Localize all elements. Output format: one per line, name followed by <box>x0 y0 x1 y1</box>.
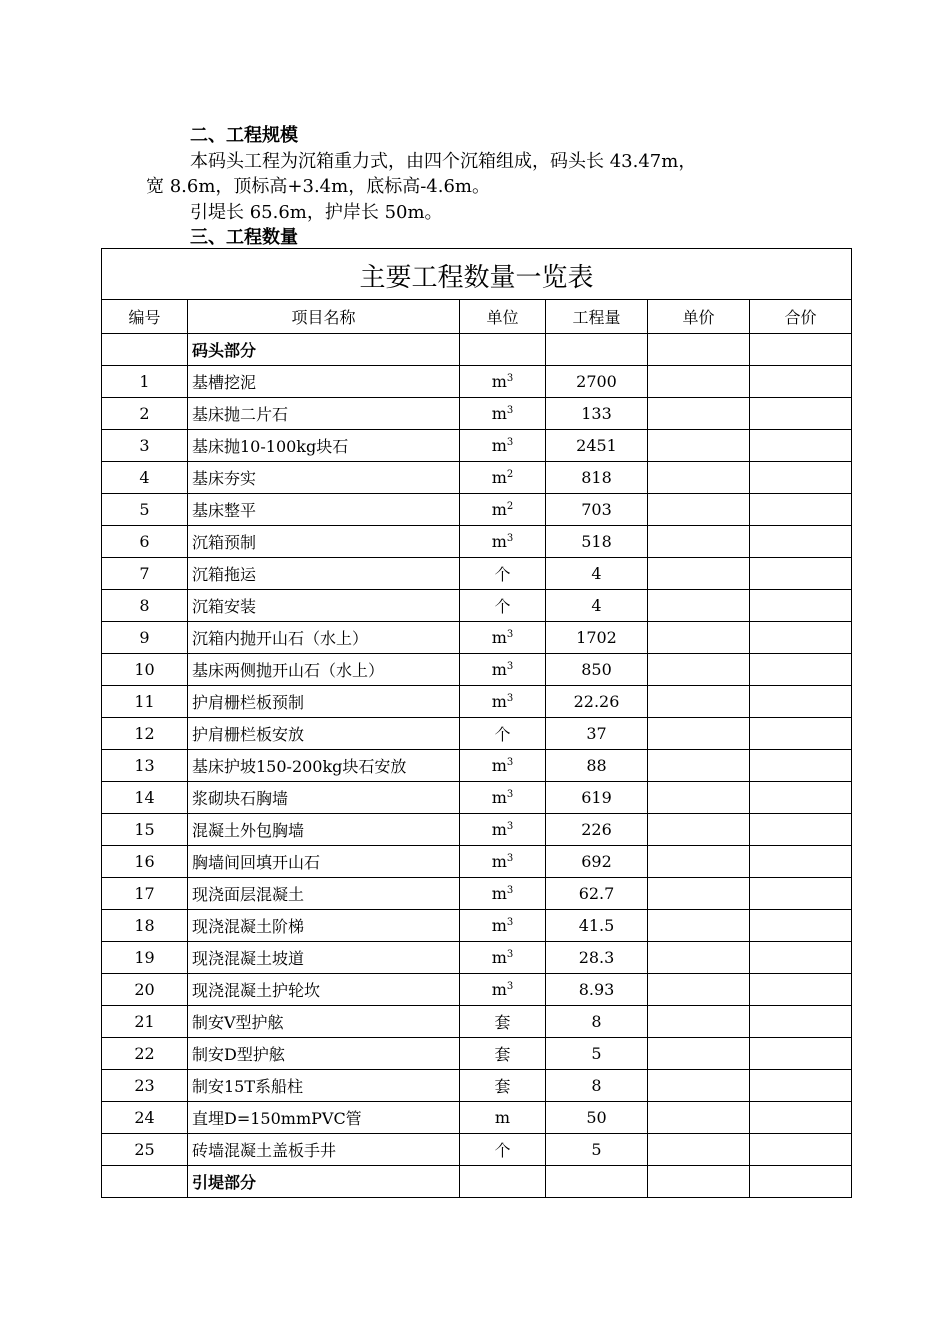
row-total-price <box>750 878 852 910</box>
row-total-price <box>750 398 852 430</box>
unit-text: m <box>491 404 507 423</box>
row-item-name: 浆砌块石胸墙 <box>188 782 460 814</box>
row-unit-price <box>648 366 750 398</box>
table-row <box>102 494 852 526</box>
row-total-price <box>750 590 852 622</box>
row-unit-price <box>648 1134 750 1166</box>
table-row <box>102 878 852 910</box>
row-unit <box>460 878 546 910</box>
unit-exponent: 3 <box>506 373 514 384</box>
row-unit-price <box>648 942 750 974</box>
row-unit-price <box>648 494 750 526</box>
row-total-price <box>750 1070 852 1102</box>
row-unit-price <box>648 846 750 878</box>
row-unit-price <box>648 654 750 686</box>
row-unit <box>460 430 546 462</box>
unit-text: m <box>491 852 507 871</box>
row-unit-price <box>648 622 750 654</box>
row-item-name: 护肩栅栏板安放 <box>188 718 460 750</box>
row-no: 16 <box>102 846 188 878</box>
table-row <box>102 846 852 878</box>
section-empty-cell <box>546 1166 648 1198</box>
row-item-name: 现浇面层混凝土 <box>188 878 460 910</box>
row-no: 14 <box>102 782 188 814</box>
row-unit-price <box>648 910 750 942</box>
unit-exponent: 3 <box>506 693 514 704</box>
row-unit-price <box>648 430 750 462</box>
row-quantity: 5 <box>546 1038 648 1070</box>
section-empty-cell <box>648 1166 750 1198</box>
row-item-name: 基床抛10-100kg块石 <box>188 430 460 462</box>
row-quantity: 8.93 <box>546 974 648 1006</box>
unit-text: m <box>491 980 507 999</box>
row-unit-price <box>648 1070 750 1102</box>
row-item-name: 沉箱拖运 <box>188 558 460 590</box>
row-unit-price <box>648 590 750 622</box>
paragraph-scale-line-2: 宽 8.6m，顶标高+3.4m，底标高-4.6m。 <box>146 176 490 197</box>
section-empty-cell <box>546 334 648 366</box>
row-no: 7 <box>102 558 188 590</box>
row-unit-price <box>648 526 750 558</box>
row-quantity: 2700 <box>546 366 648 398</box>
row-no: 18 <box>102 910 188 942</box>
row-no: 12 <box>102 718 188 750</box>
row-total-price <box>750 942 852 974</box>
row-unit <box>460 526 546 558</box>
row-unit <box>460 1070 546 1102</box>
row-total-price <box>750 558 852 590</box>
row-no: 15 <box>102 814 188 846</box>
row-unit <box>460 782 546 814</box>
row-quantity: 703 <box>546 494 648 526</box>
table-row <box>102 910 852 942</box>
row-item-name: 沉箱内抛开山石（水上） <box>188 622 460 654</box>
row-total-price <box>750 1102 852 1134</box>
table-row <box>102 1134 852 1166</box>
row-unit-price <box>648 1006 750 1038</box>
table-header-row <box>102 300 852 334</box>
row-no: 9 <box>102 622 188 654</box>
section-heading-quantity: 三、工程数量 <box>190 227 298 248</box>
row-no: 25 <box>102 1134 188 1166</box>
row-item-name: 制安D型护舷 <box>188 1038 460 1070</box>
section-no-cell <box>102 1166 188 1198</box>
row-item-name: 基床夯实 <box>188 462 460 494</box>
row-total-price <box>750 462 852 494</box>
table-row <box>102 430 852 462</box>
table-row <box>102 558 852 590</box>
row-unit-price <box>648 878 750 910</box>
unit-text: m <box>491 756 507 775</box>
row-quantity: 28.3 <box>546 942 648 974</box>
table-row <box>102 1070 852 1102</box>
row-unit <box>460 590 546 622</box>
unit-exponent: 3 <box>506 949 514 960</box>
row-quantity: 133 <box>546 398 648 430</box>
section-empty-cell <box>648 334 750 366</box>
unit-text: m <box>491 884 507 903</box>
row-unit-price <box>648 718 750 750</box>
table-row <box>102 366 852 398</box>
row-no: 21 <box>102 1006 188 1038</box>
section-heading-scale: 二、工程规模 <box>190 125 298 146</box>
row-unit-price <box>648 974 750 1006</box>
row-unit-price <box>648 1102 750 1134</box>
row-total-price <box>750 814 852 846</box>
row-total-price <box>750 910 852 942</box>
unit-text: m <box>491 468 507 487</box>
row-unit-price <box>648 782 750 814</box>
row-quantity: 8 <box>546 1006 648 1038</box>
table-row <box>102 622 852 654</box>
table-row <box>102 1006 852 1038</box>
row-quantity: 226 <box>546 814 648 846</box>
unit-text: 套 <box>494 1077 511 1096</box>
row-item-name: 基床护坡150-200kg块石安放 <box>188 750 460 782</box>
paragraph-scale-line-1: 本码头工程为沉箱重力式，由四个沉箱组成，码头长 43.47m， <box>190 151 697 172</box>
unit-text: m <box>494 1108 511 1127</box>
row-unit-price <box>648 814 750 846</box>
row-quantity: 850 <box>546 654 648 686</box>
unit-exponent: 3 <box>506 789 514 800</box>
row-quantity: 518 <box>546 526 648 558</box>
unit-text: m <box>491 788 507 807</box>
unit-text: 个 <box>494 1141 511 1160</box>
row-unit <box>460 558 546 590</box>
row-unit <box>460 398 546 430</box>
row-unit <box>460 718 546 750</box>
header-no: 编号 <box>102 300 188 334</box>
row-quantity: 62.7 <box>546 878 648 910</box>
table-row <box>102 718 852 750</box>
unit-text: 个 <box>494 597 511 616</box>
row-quantity: 619 <box>546 782 648 814</box>
row-unit <box>460 494 546 526</box>
row-item-name: 现浇混凝土坡道 <box>188 942 460 974</box>
row-unit-price <box>648 750 750 782</box>
row-quantity: 5 <box>546 1134 648 1166</box>
unit-exponent: 3 <box>506 917 514 928</box>
row-no: 2 <box>102 398 188 430</box>
section-label-embankment: 引堤部分 <box>188 1166 460 1198</box>
unit-text: m <box>491 820 507 839</box>
quantity-table <box>101 248 852 1198</box>
unit-text: m <box>491 628 507 647</box>
table-row <box>102 1102 852 1134</box>
row-no: 6 <box>102 526 188 558</box>
unit-text: m <box>491 500 507 519</box>
row-no: 22 <box>102 1038 188 1070</box>
row-item-name: 砖墙混凝土盖板手井 <box>188 1134 460 1166</box>
row-no: 13 <box>102 750 188 782</box>
unit-exponent: 3 <box>506 821 514 832</box>
row-quantity: 692 <box>546 846 648 878</box>
header-quantity: 工程量 <box>546 300 648 334</box>
row-unit <box>460 1038 546 1070</box>
section-row <box>102 334 852 366</box>
row-no: 20 <box>102 974 188 1006</box>
row-no: 1 <box>102 366 188 398</box>
row-item-name: 直埋D=150mmPVC管 <box>188 1102 460 1134</box>
row-unit <box>460 654 546 686</box>
row-total-price <box>750 526 852 558</box>
row-unit-price <box>648 462 750 494</box>
row-total-price <box>750 366 852 398</box>
section-empty-cell <box>750 334 852 366</box>
unit-exponent: 3 <box>506 405 514 416</box>
row-item-name: 现浇混凝土阶梯 <box>188 910 460 942</box>
row-total-price <box>750 622 852 654</box>
unit-exponent: 3 <box>506 629 514 640</box>
unit-exponent: 3 <box>506 437 514 448</box>
unit-exponent: 3 <box>506 757 514 768</box>
row-unit <box>460 846 546 878</box>
row-no: 8 <box>102 590 188 622</box>
table-row <box>102 782 852 814</box>
unit-text: m <box>491 532 507 551</box>
row-total-price <box>750 718 852 750</box>
row-quantity: 41.5 <box>546 910 648 942</box>
unit-exponent: 3 <box>506 661 514 672</box>
row-item-name: 制安15T系船柱 <box>188 1070 460 1102</box>
row-item-name: 基床两侧抛开山石（水上） <box>188 654 460 686</box>
row-item-name: 基槽挖泥 <box>188 366 460 398</box>
row-no: 17 <box>102 878 188 910</box>
table-row <box>102 750 852 782</box>
table-row <box>102 814 852 846</box>
row-item-name: 现浇混凝土护轮坎 <box>188 974 460 1006</box>
unit-exponent: 3 <box>506 853 514 864</box>
row-unit <box>460 686 546 718</box>
table-row <box>102 462 852 494</box>
row-no: 5 <box>102 494 188 526</box>
unit-exponent: 2 <box>506 469 514 480</box>
row-total-price <box>750 1006 852 1038</box>
section-no-cell <box>102 334 188 366</box>
row-unit <box>460 910 546 942</box>
table-title: 主要工程数量一览表 <box>102 249 852 300</box>
section-empty-cell <box>460 1166 546 1198</box>
row-total-price <box>750 782 852 814</box>
row-unit <box>460 366 546 398</box>
unit-text: 个 <box>494 725 511 744</box>
row-unit <box>460 750 546 782</box>
row-total-price <box>750 750 852 782</box>
row-item-name: 制安V型护舷 <box>188 1006 460 1038</box>
row-total-price <box>750 846 852 878</box>
row-unit-price <box>648 686 750 718</box>
row-quantity: 4 <box>546 558 648 590</box>
unit-exponent: 2 <box>506 501 514 512</box>
row-total-price <box>750 1134 852 1166</box>
row-total-price <box>750 686 852 718</box>
row-no: 10 <box>102 654 188 686</box>
row-item-name: 护肩栅栏板预制 <box>188 686 460 718</box>
unit-text: m <box>491 692 507 711</box>
row-unit <box>460 1006 546 1038</box>
row-item-name: 沉箱安装 <box>188 590 460 622</box>
row-total-price <box>750 494 852 526</box>
row-item-name: 混凝土外包胸墙 <box>188 814 460 846</box>
row-item-name: 胸墙间回填开山石 <box>188 846 460 878</box>
row-no: 3 <box>102 430 188 462</box>
section-empty-cell <box>750 1166 852 1198</box>
row-quantity: 818 <box>546 462 648 494</box>
row-quantity: 22.26 <box>546 686 648 718</box>
row-no: 23 <box>102 1070 188 1102</box>
section-empty-cell <box>460 334 546 366</box>
header-unit-price: 单价 <box>648 300 750 334</box>
unit-text: m <box>491 436 507 455</box>
unit-exponent: 3 <box>506 533 514 544</box>
row-unit <box>460 462 546 494</box>
row-quantity: 37 <box>546 718 648 750</box>
header-name: 项目名称 <box>188 300 460 334</box>
table-row <box>102 654 852 686</box>
row-unit <box>460 814 546 846</box>
table-row <box>102 942 852 974</box>
section-label-wharf: 码头部分 <box>188 334 460 366</box>
row-unit <box>460 622 546 654</box>
row-unit <box>460 1134 546 1166</box>
unit-text: m <box>491 948 507 967</box>
unit-text: 个 <box>494 565 511 584</box>
row-quantity: 50 <box>546 1102 648 1134</box>
row-quantity: 88 <box>546 750 648 782</box>
unit-text: 套 <box>494 1045 511 1064</box>
row-total-price <box>750 430 852 462</box>
unit-text: m <box>491 660 507 679</box>
row-unit <box>460 942 546 974</box>
unit-exponent: 3 <box>506 885 514 896</box>
table-row <box>102 686 852 718</box>
row-unit <box>460 974 546 1006</box>
row-item-name: 沉箱预制 <box>188 526 460 558</box>
table-row <box>102 398 852 430</box>
row-quantity: 2451 <box>546 430 648 462</box>
unit-exponent: 3 <box>506 981 514 992</box>
row-unit-price <box>648 398 750 430</box>
row-no: 4 <box>102 462 188 494</box>
row-total-price <box>750 654 852 686</box>
table-row <box>102 526 852 558</box>
paragraph-embankment: 引堤长 65.6m，护岸长 50m。 <box>190 202 443 223</box>
header-total-price: 合价 <box>750 300 852 334</box>
table-row <box>102 1038 852 1070</box>
row-no: 19 <box>102 942 188 974</box>
unit-text: m <box>491 916 507 935</box>
header-unit: 单位 <box>460 300 546 334</box>
row-item-name: 基床整平 <box>188 494 460 526</box>
row-unit-price <box>648 558 750 590</box>
row-quantity: 8 <box>546 1070 648 1102</box>
row-unit-price <box>648 1038 750 1070</box>
row-quantity: 1702 <box>546 622 648 654</box>
row-quantity: 4 <box>546 590 648 622</box>
table-row <box>102 974 852 1006</box>
row-total-price <box>750 974 852 1006</box>
row-total-price <box>750 1038 852 1070</box>
row-no: 11 <box>102 686 188 718</box>
row-no: 24 <box>102 1102 188 1134</box>
row-unit <box>460 1102 546 1134</box>
unit-text: m <box>491 372 507 391</box>
section-row <box>102 1166 852 1198</box>
table-row <box>102 590 852 622</box>
unit-text: 套 <box>494 1013 511 1032</box>
row-item-name: 基床抛二片石 <box>188 398 460 430</box>
